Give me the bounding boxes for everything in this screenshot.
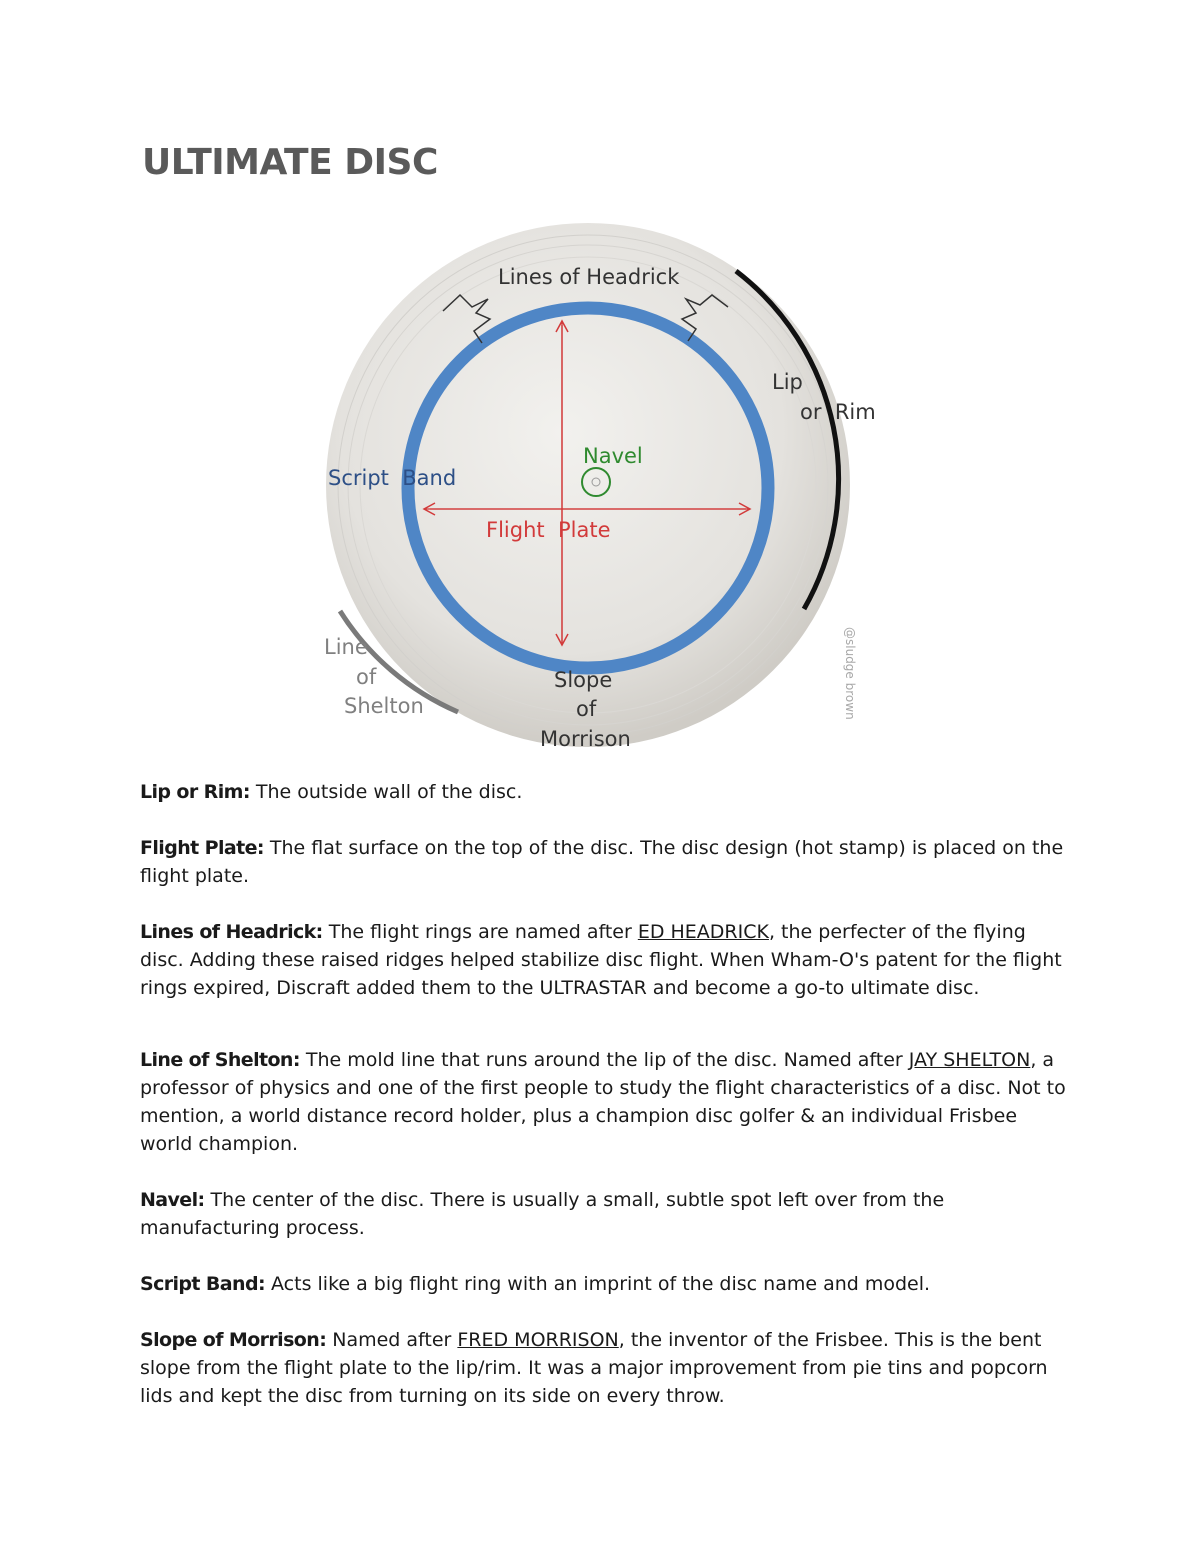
term-shelton: Line of Shelton:	[140, 1049, 300, 1071]
desc-navel: The center of the disc. There is usually a small, subtle spot left over from the manufacturing process.	[140, 1189, 945, 1239]
desc-script-band: Acts like a big flight ring with an imprint of the disc name and model.	[264, 1273, 931, 1295]
label-navel: Navel	[583, 444, 643, 468]
definition-headrick	[140, 918, 1070, 1002]
disc-diagram	[300, 215, 900, 760]
label-flight-plate: Flight Plate	[486, 518, 611, 542]
definition-flight-plate	[140, 834, 1070, 890]
definition-script-band	[140, 1270, 1070, 1298]
disc-diagram-svg	[300, 215, 900, 760]
term-script-band: Script Band:	[140, 1273, 265, 1295]
label-slope: Slope	[554, 668, 613, 692]
term-flight-plate: Flight Plate:	[140, 837, 264, 859]
label-shelton-name: Shelton	[344, 694, 424, 718]
definition-morrison	[140, 1326, 1070, 1410]
link-fred-morrison[interactable]: FRED MORRISON	[457, 1329, 619, 1351]
link-jay-shelton[interactable]: JAY SHELTON	[908, 1049, 1031, 1071]
desc-morrison-2: , the inventor of the Frisbee. This is the bent slope from the flight plate to the lip/rim. It was a major improvement from pie tins and popcorn lids and kept the disc from turning on its side on every throw.	[140, 1329, 1048, 1407]
term-morrison: Slope of Morrison:	[140, 1329, 327, 1351]
definitions-list	[140, 778, 1070, 1438]
page-title: ULTIMATE DISC	[142, 142, 438, 183]
label-lip: Lip	[772, 370, 803, 394]
desc-shelton-2: , a professor of physics and one of the first people to study the flight characteristics of a disc. Not to mention, a world distance record holder, plus a champion disc golfer & an individual Frisbee world champion.	[140, 1049, 1066, 1155]
credit-watermark: @sludge brown	[843, 627, 857, 720]
desc-lip: The outside wall of the disc.	[249, 781, 523, 803]
desc-headrick-1: The flight rings are named after	[322, 921, 638, 943]
definition-navel	[140, 1186, 1070, 1242]
label-shelton-line: Line	[324, 635, 368, 659]
term-navel: Navel:	[140, 1189, 205, 1211]
link-ed-headrick[interactable]: ED HEADRICK	[637, 921, 769, 943]
definition-shelton	[140, 1046, 1070, 1158]
definition-lip	[140, 778, 1070, 806]
desc-shelton-1: The mold line that runs around the lip of the disc. Named after	[299, 1049, 909, 1071]
desc-headrick-2: , the perfecter of the flying disc. Adding these raised ridges helped stabilize disc flight. When Wham-O's patent for the flight rings expired, Discraft added them to the ULTRASTAR and become a go-to ultimate disc.	[140, 921, 1062, 999]
label-morrison: Morrison	[540, 727, 631, 751]
desc-morrison-1: Named after	[326, 1329, 458, 1351]
term-lip: Lip or Rim:	[140, 781, 250, 803]
label-lines-of-headrick: Lines of Headrick	[498, 265, 680, 289]
desc-flight-plate: The flat surface on the top of the disc. The disc design (hot stamp) is placed on the flight plate.	[140, 837, 1064, 887]
label-shelton-of: of	[356, 665, 377, 689]
term-headrick: Lines of Headrick:	[140, 921, 323, 943]
label-slope-of: of	[576, 697, 597, 721]
label-script-band: Script Band	[328, 466, 457, 490]
label-rim: or Rim	[800, 400, 876, 424]
